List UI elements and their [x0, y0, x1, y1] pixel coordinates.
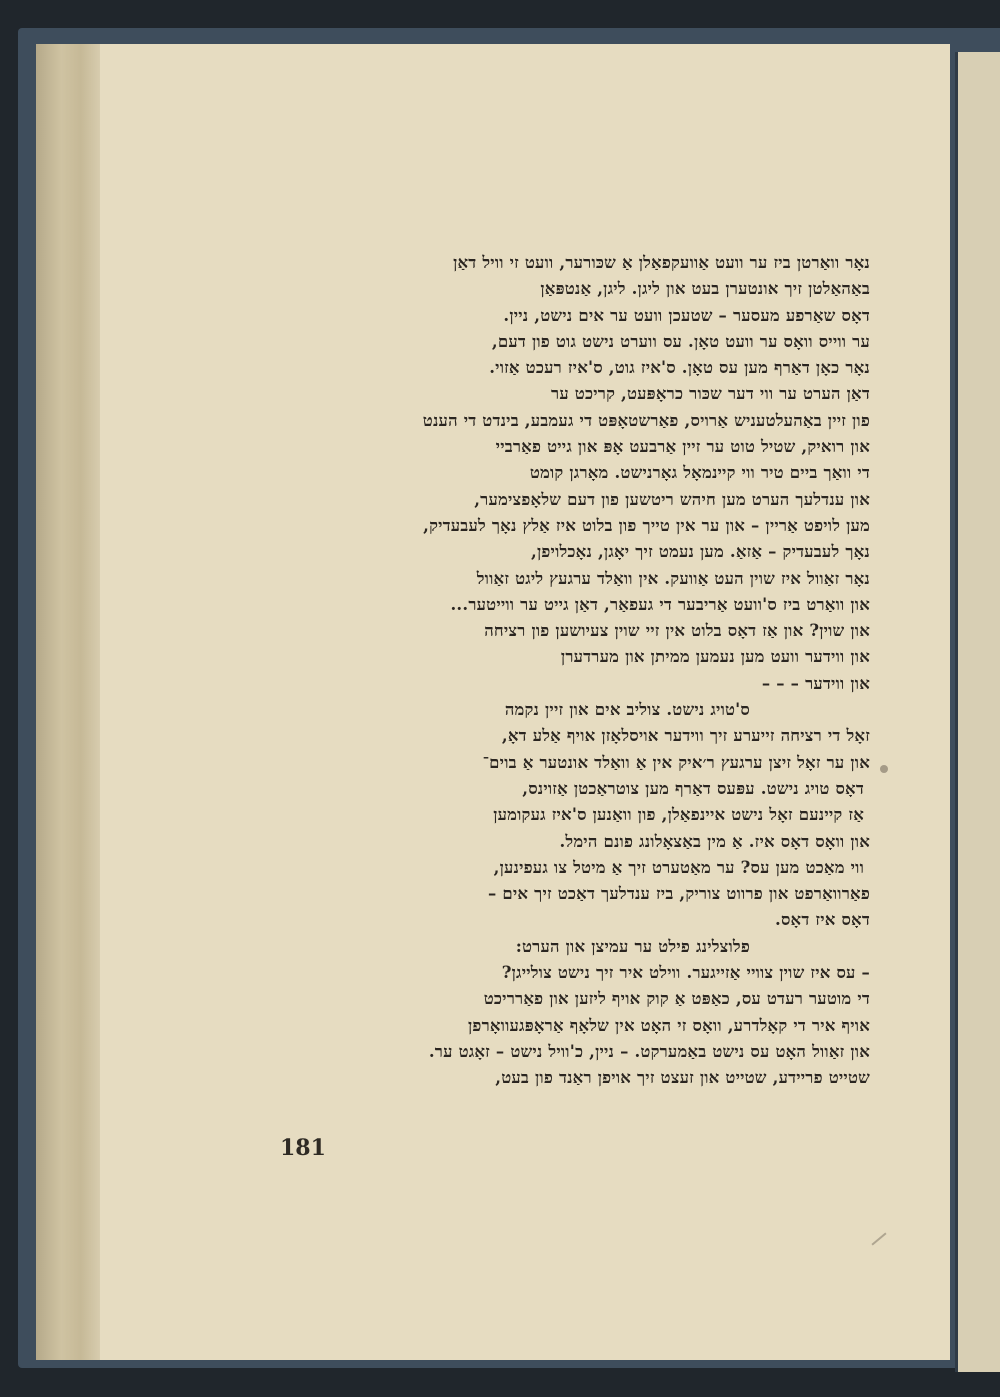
text-line: און ווידער וועט מען נעמען ממיתן און מערדערן: [560, 647, 870, 667]
text-line: ער ווייס וואָס ער וועט טאָן. עס ווערט נישט גוט פון דעם,: [491, 331, 870, 351]
text-line: און ער זאָל זיצן ערגעץ ר׳איק אין אַ וואַלד אונטער אַ בוים־: [482, 752, 870, 772]
text-line: די וואַך ביים טיר ווי קיינמאָל גאָרנישט. מאָרגן קומט: [529, 463, 870, 483]
text-line: און ווידער – – –: [761, 673, 870, 693]
text-line: ס'טויג נישט. צוליב אים און זיין נקמה: [504, 700, 750, 720]
text-line: שטייט פריידע, שטייט און זעצט זיך אויפן ראַנד פון בעט,: [495, 1068, 870, 1088]
text-line: פון זיין באַהעלטעניש אַרויס, פאַרשטאָפּט די געמבע, בינדט די הענט: [422, 410, 870, 430]
text-line: מען לויפט אַריין – און ער אין טייך פון בלוט איז אַלץ נאָך לעבעדיק,: [423, 515, 870, 535]
text-line: זאָל די רציחה זייערע זיך ווידער אויסלאָזן אויף אַלע דאָ,: [501, 726, 870, 746]
page-stack-edge: [36, 44, 100, 1360]
text-line: און וואַרט ביז ס'וועט אַריבער די געפאַר, דאַן גייט ער ווייטער...: [450, 594, 870, 614]
text-line: דאָס שאַרפע מעסער – שטעכן וועט ער אים נישט, ניין.: [503, 305, 870, 325]
text-line: פלוצלינג פילט ער עמיצן און הערט:: [515, 936, 750, 956]
text-line: דאַן הערט ער ווי דער שכּור כראָפּעט, קריכט ער: [551, 384, 870, 404]
text-line: און שוין? און אַז דאָס בלוט אין זיי שוין צעיושען פון רציחה: [484, 621, 870, 641]
text-line: נאָר זאַוול איז שוין העט אַוועק. אין וואַלד ערגעץ ליגט זאַוול: [476, 568, 870, 588]
text-line: נאָך לעבעדיק – אַזאַ. מען נעמט זיך יאָגן, נאָכלויפן,: [531, 542, 870, 562]
text-line: און וואָס דאָס איז. אַ מין באַצאָלונג פונם הימל.: [559, 831, 870, 851]
body-text: [270, 250, 870, 1092]
text-line: און זאַוול האָט עס נישט באַמערקט. – ניין, כ'וויל נישט – זאָגט ער.: [428, 1041, 870, 1061]
text-line: און רואיק, שטיל טוט ער זיין אַרבעט אָפּ און גייט פאַרביי: [495, 437, 870, 457]
next-page-edge: [955, 52, 1000, 1372]
text-line: דאָס טויג נישט. עפּעס דאַרף מען צוטראַכטן אַזוינס,: [522, 778, 864, 798]
ink-spot: [880, 765, 888, 773]
text-line: און ענדלעך הערט מען חיהש ריטשען פון דעם שלאָפצימער,: [474, 489, 870, 509]
text-line: די מוטער רעדט עס, כאַפּט אַ קוק אויף ליזען און פאַרריכט: [483, 989, 870, 1009]
page-number: 181: [280, 1135, 326, 1161]
text-line: דאָס איז דאָס.: [775, 910, 870, 930]
text-line: אויף איר די קאָלדרע, וואָס זי האָט אין שלאָף אַראָפּגעוואָרפן: [468, 1015, 870, 1035]
text-line: אַז קיינעם זאָל נישט איינפאַלן, פון וואַנען ס'איז געקומען: [493, 805, 864, 825]
text-line: נאָר כאָן דאַרף מען עס טאָן. ס'איז גוט, ס'איז רעכט אַזוי.: [489, 358, 870, 378]
text-line: נאָר וואַרטן ביז ער וועט אַוועקפאַלן אַ שכּורער, וועט זי וויל דאַן: [453, 253, 870, 272]
text-line: פאַרוואַרפט און פרווט צוריק, ביז ענדלעך דאַכט זיך אים –: [488, 884, 870, 904]
text-line: באַהאַלטן זיך אונטערן בעט און ליגן. ליגן, אַנטפּאַן: [540, 279, 870, 299]
text-line: – עס איז שוין צוויי אַזייגער. ווילט איר זיך נישט צולייגן?: [501, 963, 870, 983]
text-line: ווי מאַכט מען עס? ער מאַטערט זיך אַ מיטל צו געפינען,: [493, 857, 864, 877]
